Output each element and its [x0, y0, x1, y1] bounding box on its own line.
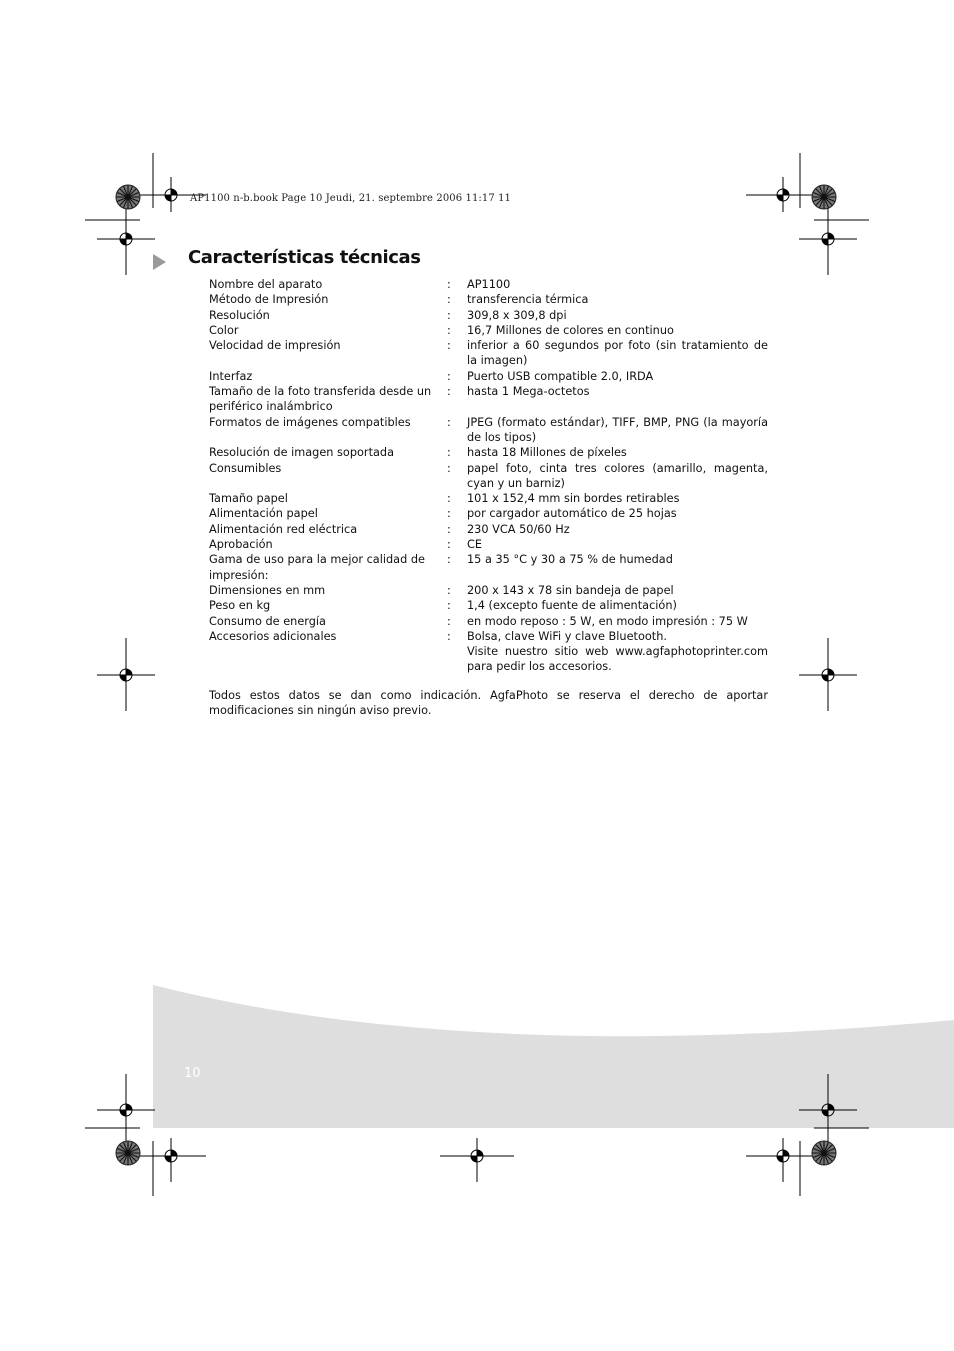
spec-value-text: 101 x 152,4 mm sin bordes retirables — [467, 492, 680, 506]
spec-label: Aprobación — [209, 538, 273, 552]
spec-row — [209, 491, 768, 506]
spec-colon: : — [447, 492, 451, 506]
registration-mark-icon — [120, 1104, 132, 1116]
spec-row — [209, 384, 768, 415]
spec-value-text: Bolsa, clave WiFi y clave Bluetooth. — [467, 629, 667, 643]
spec-colon: : — [447, 446, 451, 460]
registration-mark-icon — [165, 1150, 177, 1162]
spec-value — [467, 552, 768, 583]
spec-value — [467, 445, 768, 460]
spec-colon: : — [447, 385, 451, 399]
spec-row — [209, 537, 768, 552]
spec-label: Dimensiones en mm — [209, 583, 326, 597]
registration-mark-icon — [822, 1104, 834, 1116]
spec-label: Peso en kg — [209, 599, 271, 613]
spec-value-text: hasta 1 Mega-octetos — [467, 385, 590, 399]
spec-colon: : — [447, 629, 451, 643]
spec-colon: : — [447, 323, 451, 337]
spec-value-text: 15 a 35 °C y 30 a 75 % de humedad — [467, 553, 673, 567]
spec-value-text: 1,4 (excepto fuente de alimentación) — [467, 599, 677, 613]
registration-mark-icon — [120, 669, 132, 681]
spec-colon: : — [447, 614, 451, 628]
spec-value-text: 309,8 x 309,8 dpi — [467, 308, 567, 322]
page-title: Características técnicas — [188, 247, 421, 268]
spec-label: Resolución de imagen soportada — [209, 446, 395, 460]
spec-label: Nombre del aparato — [209, 278, 323, 291]
spec-value-text: 230 VCA 50/60 Hz — [467, 522, 570, 536]
spec-row — [209, 461, 768, 492]
spec-value — [467, 491, 768, 506]
spec-label: Alimentación red eléctrica — [209, 522, 358, 536]
color-wheel-icon — [116, 1141, 140, 1165]
spec-value-text: AP1100 — [467, 278, 511, 291]
spec-colon: : — [447, 538, 451, 552]
title-arrow-icon — [153, 254, 166, 270]
spec-value-text: JPEG (formato estándar), TIFF, BMP, PNG (la mayoría de los tipos) — [467, 415, 768, 444]
spec-value — [467, 598, 768, 613]
spec-row — [209, 445, 768, 460]
spec-row — [209, 522, 768, 537]
spec-colon: : — [447, 507, 451, 521]
spec-value-text: transferencia térmica — [467, 293, 589, 307]
spec-row — [209, 598, 768, 613]
spec-colon: : — [447, 522, 451, 536]
spec-value-text: en modo reposo : 5 W, en modo impresión : 75 W — [467, 614, 748, 628]
brand-name: AgfaPhoto — [490, 689, 549, 702]
spec-value-note-pre: Visite nuestro sitio web — [467, 645, 616, 659]
footnote-text-pre: Todos estos datos se dan como indicación. — [209, 689, 491, 702]
spec-row — [209, 369, 768, 384]
spec-value — [467, 629, 768, 675]
spec-value-text: CE — [467, 538, 483, 552]
registration-mark-icon — [120, 233, 132, 245]
spec-label: Consumo de energía — [209, 614, 326, 628]
color-wheel-icon — [812, 1141, 836, 1165]
spec-label: Resolución — [209, 308, 270, 322]
spec-row — [209, 614, 768, 629]
spec-row — [209, 506, 768, 521]
spec-colon: : — [447, 339, 451, 353]
footnote — [209, 688, 768, 719]
spec-value-text: hasta 18 Millones de píxeles — [467, 446, 627, 460]
spec-row — [209, 552, 768, 583]
spec-value — [467, 415, 768, 446]
page-number: 10 — [184, 1066, 201, 1081]
spec-colon: : — [447, 415, 451, 429]
spec-value — [467, 384, 768, 415]
registration-mark-icon — [822, 669, 834, 681]
spec-label: Accesorios adicionales — [209, 629, 337, 643]
spec-row — [209, 308, 768, 323]
spec-value — [467, 369, 768, 384]
spec-row — [209, 292, 768, 307]
website-link[interactable]: www.agfaphotoprinter.com — [615, 645, 768, 659]
spec-colon: : — [447, 553, 451, 567]
spec-value — [467, 323, 768, 338]
spec-value — [467, 537, 768, 552]
spec-label: Método de Impresión — [209, 293, 329, 307]
spec-colon: : — [447, 293, 451, 307]
spec-value — [467, 506, 768, 521]
spec-label: Formatos de imágenes compatibles — [209, 415, 411, 429]
spec-label: Color — [209, 323, 239, 337]
spec-label: Gama de uso para la mejor calidad de impresión: — [209, 553, 425, 582]
spec-value-text: inferior a 60 segundos por foto (sin tratamiento de la imagen) — [467, 339, 768, 368]
spec-value — [467, 522, 768, 537]
spec-row — [209, 583, 768, 598]
spec-value — [467, 461, 768, 492]
spec-table — [209, 277, 768, 675]
spec-label: Interfaz — [209, 369, 253, 383]
spec-row — [209, 277, 768, 292]
spec-row — [209, 323, 768, 338]
registration-mark-icon — [777, 1150, 789, 1162]
spec-value — [467, 308, 768, 323]
spec-value-text: Puerto USB compatible 2.0, IRDA — [467, 369, 654, 383]
spec-label: Tamaño de la foto transferida desde un periférico inalámbrico — [209, 385, 432, 414]
spec-value — [467, 614, 768, 629]
spec-colon: : — [447, 278, 451, 291]
spec-value — [467, 292, 768, 307]
spec-row — [209, 338, 768, 369]
registration-mark-icon — [471, 1150, 483, 1162]
spec-value-text: papel foto, cinta tres colores (amarillo, magenta, cyan y un barniz) — [467, 461, 768, 490]
spec-row — [209, 629, 768, 675]
spec-value — [467, 338, 768, 369]
color-wheel-icon — [812, 185, 836, 209]
color-wheel-icon — [116, 185, 140, 209]
footnote-text-post: se reserva el derecho de aportar modificaciones sin ningún aviso previo. — [209, 689, 768, 718]
spec-colon: : — [447, 461, 451, 475]
spec-colon: : — [447, 308, 451, 322]
spec-row — [209, 415, 768, 446]
spec-value-note-post: para pedir los accesorios. — [467, 660, 612, 674]
spec-label: Velocidad de impresión — [209, 339, 341, 353]
spec-table-body — [209, 277, 768, 675]
spec-label: Consumibles — [209, 461, 282, 475]
registration-mark-icon — [165, 189, 177, 201]
registration-mark-icon — [777, 189, 789, 201]
spec-value — [467, 277, 768, 292]
spec-colon: : — [447, 369, 451, 383]
spec-label: Tamaño papel — [209, 492, 288, 506]
spec-colon: : — [447, 599, 451, 613]
spec-value-text: 200 x 143 x 78 sin bandeja de papel — [467, 583, 674, 597]
print-slug: AP1100 n-b.book Page 10 Jeudi, 21. septembre 2006 11:17 11 — [190, 193, 512, 204]
spec-label: Alimentación papel — [209, 507, 318, 521]
spec-colon: : — [447, 583, 451, 597]
spec-value-text: 16,7 Millones de colores en continuo — [467, 323, 674, 337]
spec-value — [467, 583, 768, 598]
registration-mark-icon — [822, 233, 834, 245]
spec-value-text: por cargador automático de 25 hojas — [467, 507, 677, 521]
